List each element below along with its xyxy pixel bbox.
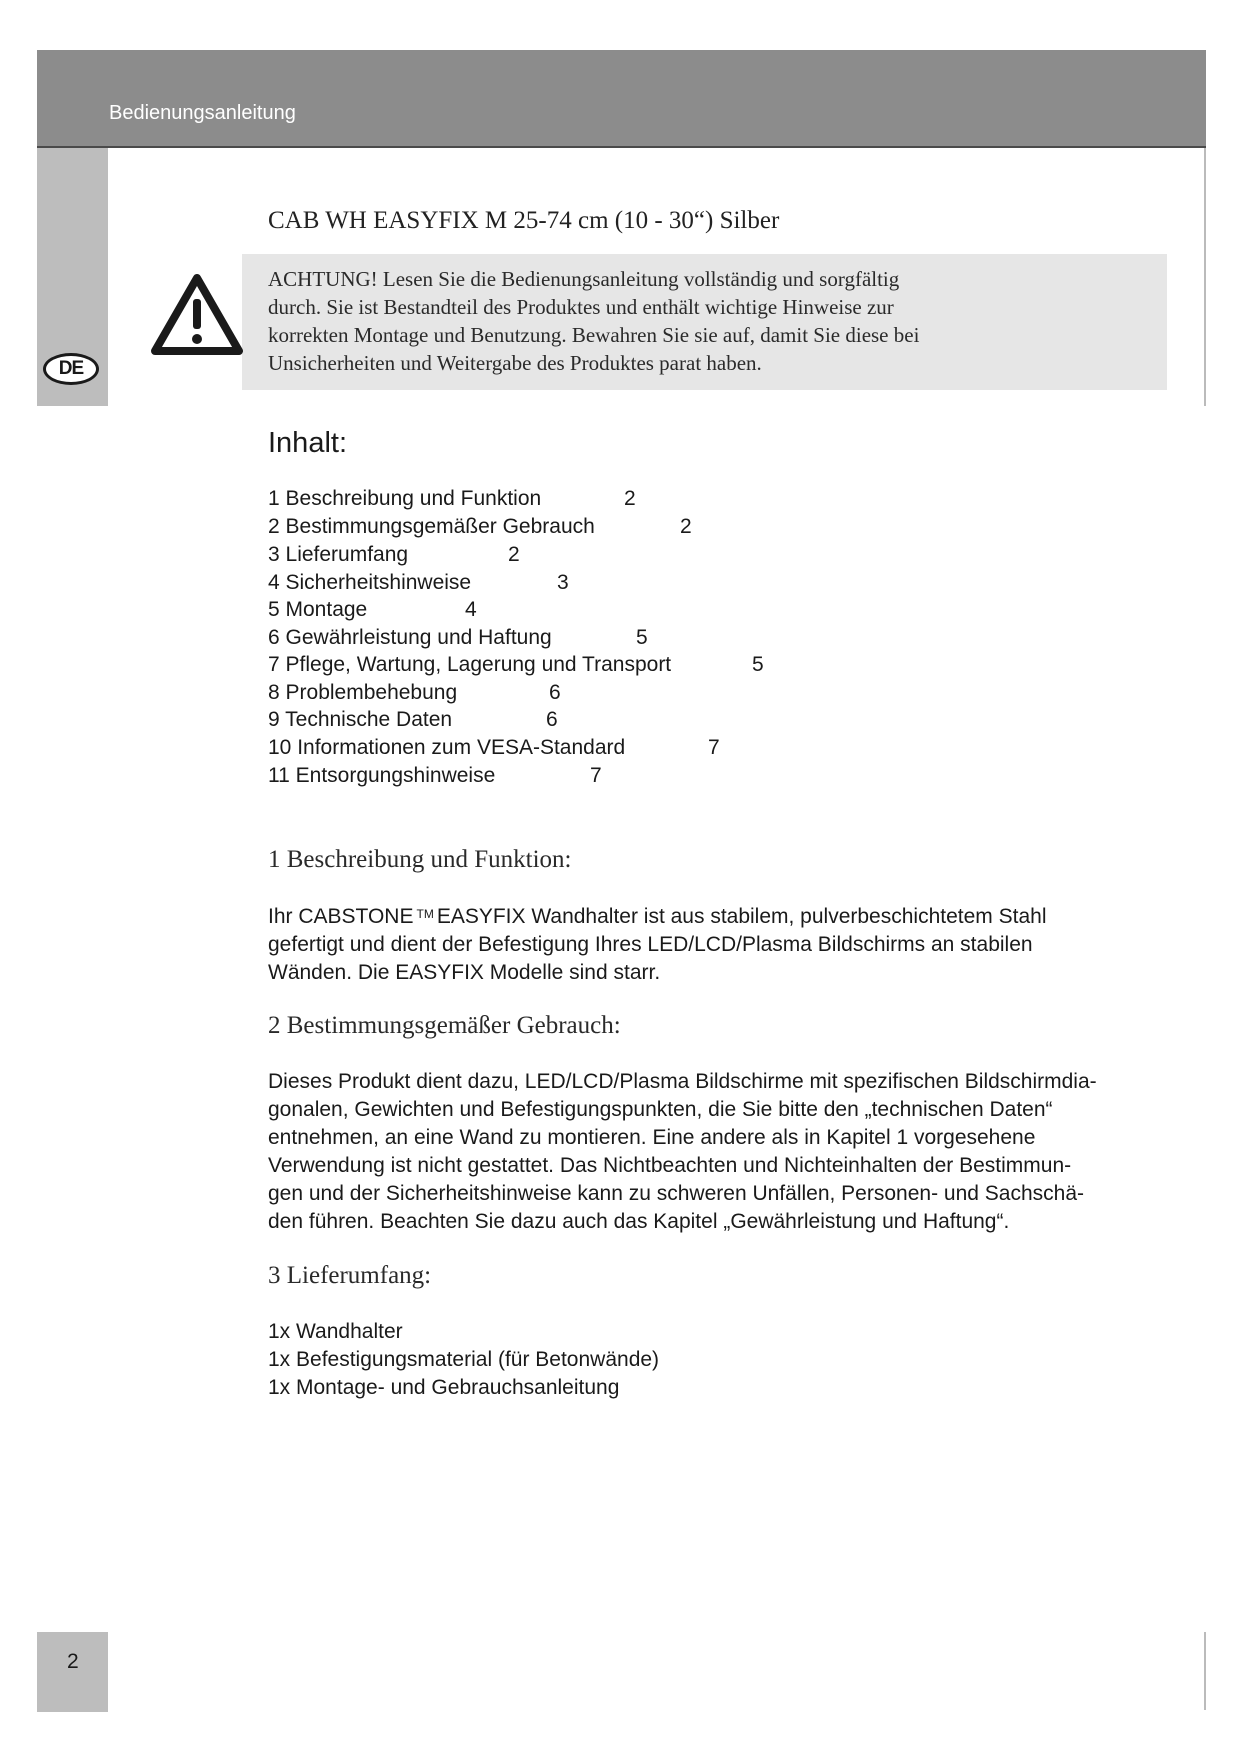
paragraph-line: entnehmen, an eine Wand zu montieren. Eine andere als in Kapitel 1 vorgesehene [268, 1126, 1036, 1149]
section-heading: 3 Lieferumfang: [268, 1262, 432, 1289]
paragraph-line: gonalen, Gewichten und Befestigungspunkten, die Sie bitte den „technischen Daten“ [268, 1098, 1053, 1121]
section-paragraph [268, 1068, 1097, 1236]
section-heading: 1 Beschreibung und Funktion: [268, 846, 572, 873]
paragraph-line: Wänden. Die EASYFIX Modelle sind starr. [268, 961, 661, 984]
section-heading: 2 Bestimmungsgemäßer Gebrauch: [268, 1012, 621, 1039]
header-title: Bedienungsanleitung [109, 102, 296, 124]
right-divider-bottom [1204, 1632, 1206, 1710]
language-badge: DE [43, 353, 99, 385]
paragraph-line: gen und der Sicherheitshinweise kann zu schweren Unfällen, Personen- und Sachschä- [268, 1182, 1084, 1205]
header-bar [37, 50, 1206, 148]
toc-item-label: 9 Technische Daten [268, 708, 453, 731]
trademark-symbol: TM [416, 907, 434, 921]
paragraph-line: Verwendung ist nicht gestattet. Das Nichtbeachten und Nichteinhalten der Bestimmun- [268, 1154, 1072, 1177]
toc-item-page: 2 [624, 487, 636, 510]
page-number: 2 [67, 1650, 79, 1673]
toc-item-label: 3 Lieferumfang [268, 543, 409, 566]
paragraph-line: gefertigt und dient der Befestigung Ihres LED/LCD/Plasma Bildschirms an stabilen [268, 933, 1033, 956]
toc-item-label: 8 Problembehebung [268, 681, 458, 704]
warning-line: ACHTUNG! Lesen Sie die Bedienungsanleitung vollständig und sorgfältig [268, 267, 900, 291]
toc-item-label: 2 Bestimmungsgemäßer Gebrauch [268, 515, 595, 538]
list-item: 1x Montage- und Gebrauchsanleitung [268, 1376, 620, 1399]
paragraph-line [268, 900, 1046, 931]
toc-item-page: 7 [708, 736, 720, 759]
list-item: 1x Wandhalter [268, 1320, 403, 1343]
warning-text [268, 265, 1008, 377]
toc-item-label: 6 Gewährleistung und Haftung [268, 626, 552, 649]
toc-item-label: 1 Beschreibung und Funktion [268, 487, 542, 510]
warning-line: korrekten Montage und Benutzung. Bewahren Sie sie auf, damit Sie diese bei [268, 323, 920, 347]
right-divider-top [1204, 148, 1206, 406]
toc-item-page: 6 [549, 681, 561, 704]
toc-item-label: 11 Entsorgungshinweise [268, 764, 496, 787]
toc-item-page: 7 [590, 764, 602, 787]
toc-item-label: 4 Sicherheitshinweise [268, 571, 472, 594]
list-item: 1x Befestigungsmaterial (für Betonwände) [268, 1348, 660, 1371]
delivery-list [268, 1318, 659, 1402]
warning-line: Unsicherheiten und Weitergabe des Produktes parat haben. [268, 351, 762, 375]
warning-triangle-icon [150, 273, 244, 357]
paragraph-line: den führen. Beachten Sie dazu auch das Kapitel „Gewährleistung und Haftung“. [268, 1210, 1010, 1233]
toc-item-page: 3 [557, 571, 569, 594]
toc-item-page: 2 [508, 543, 520, 566]
toc-item-page: 6 [546, 708, 558, 731]
toc-item-page: 4 [465, 598, 477, 621]
section-paragraph [268, 900, 1046, 987]
brand-name: Ihr CABSTONE [268, 905, 414, 928]
toc-item-label: 10 Informationen zum VESA-Standard [268, 736, 626, 759]
product-title: CAB WH EASYFIX M 25-74 cm (10 - 30“) Silber [268, 207, 780, 234]
toc-item-label: 7 Pflege, Wartung, Lagerung und Transport [268, 653, 672, 676]
toc-heading: Inhalt: [268, 427, 347, 459]
toc-item-page: 2 [680, 515, 692, 538]
toc-item-page: 5 [636, 626, 648, 649]
paragraph-text: EASYFIX Wandhalter ist aus stabilem, pulverbeschichtetem Stahl [436, 905, 1047, 928]
toc-item-page: 5 [752, 653, 764, 676]
toc-item-label: 5 Montage [268, 598, 368, 621]
paragraph-line: Dieses Produkt dient dazu, LED/LCD/Plasma Bildschirme mit spezifischen Bildschirmdia- [268, 1070, 1097, 1093]
warning-line: durch. Sie ist Bestandteil des Produktes und enthält wichtige Hinweise zur [268, 295, 894, 319]
